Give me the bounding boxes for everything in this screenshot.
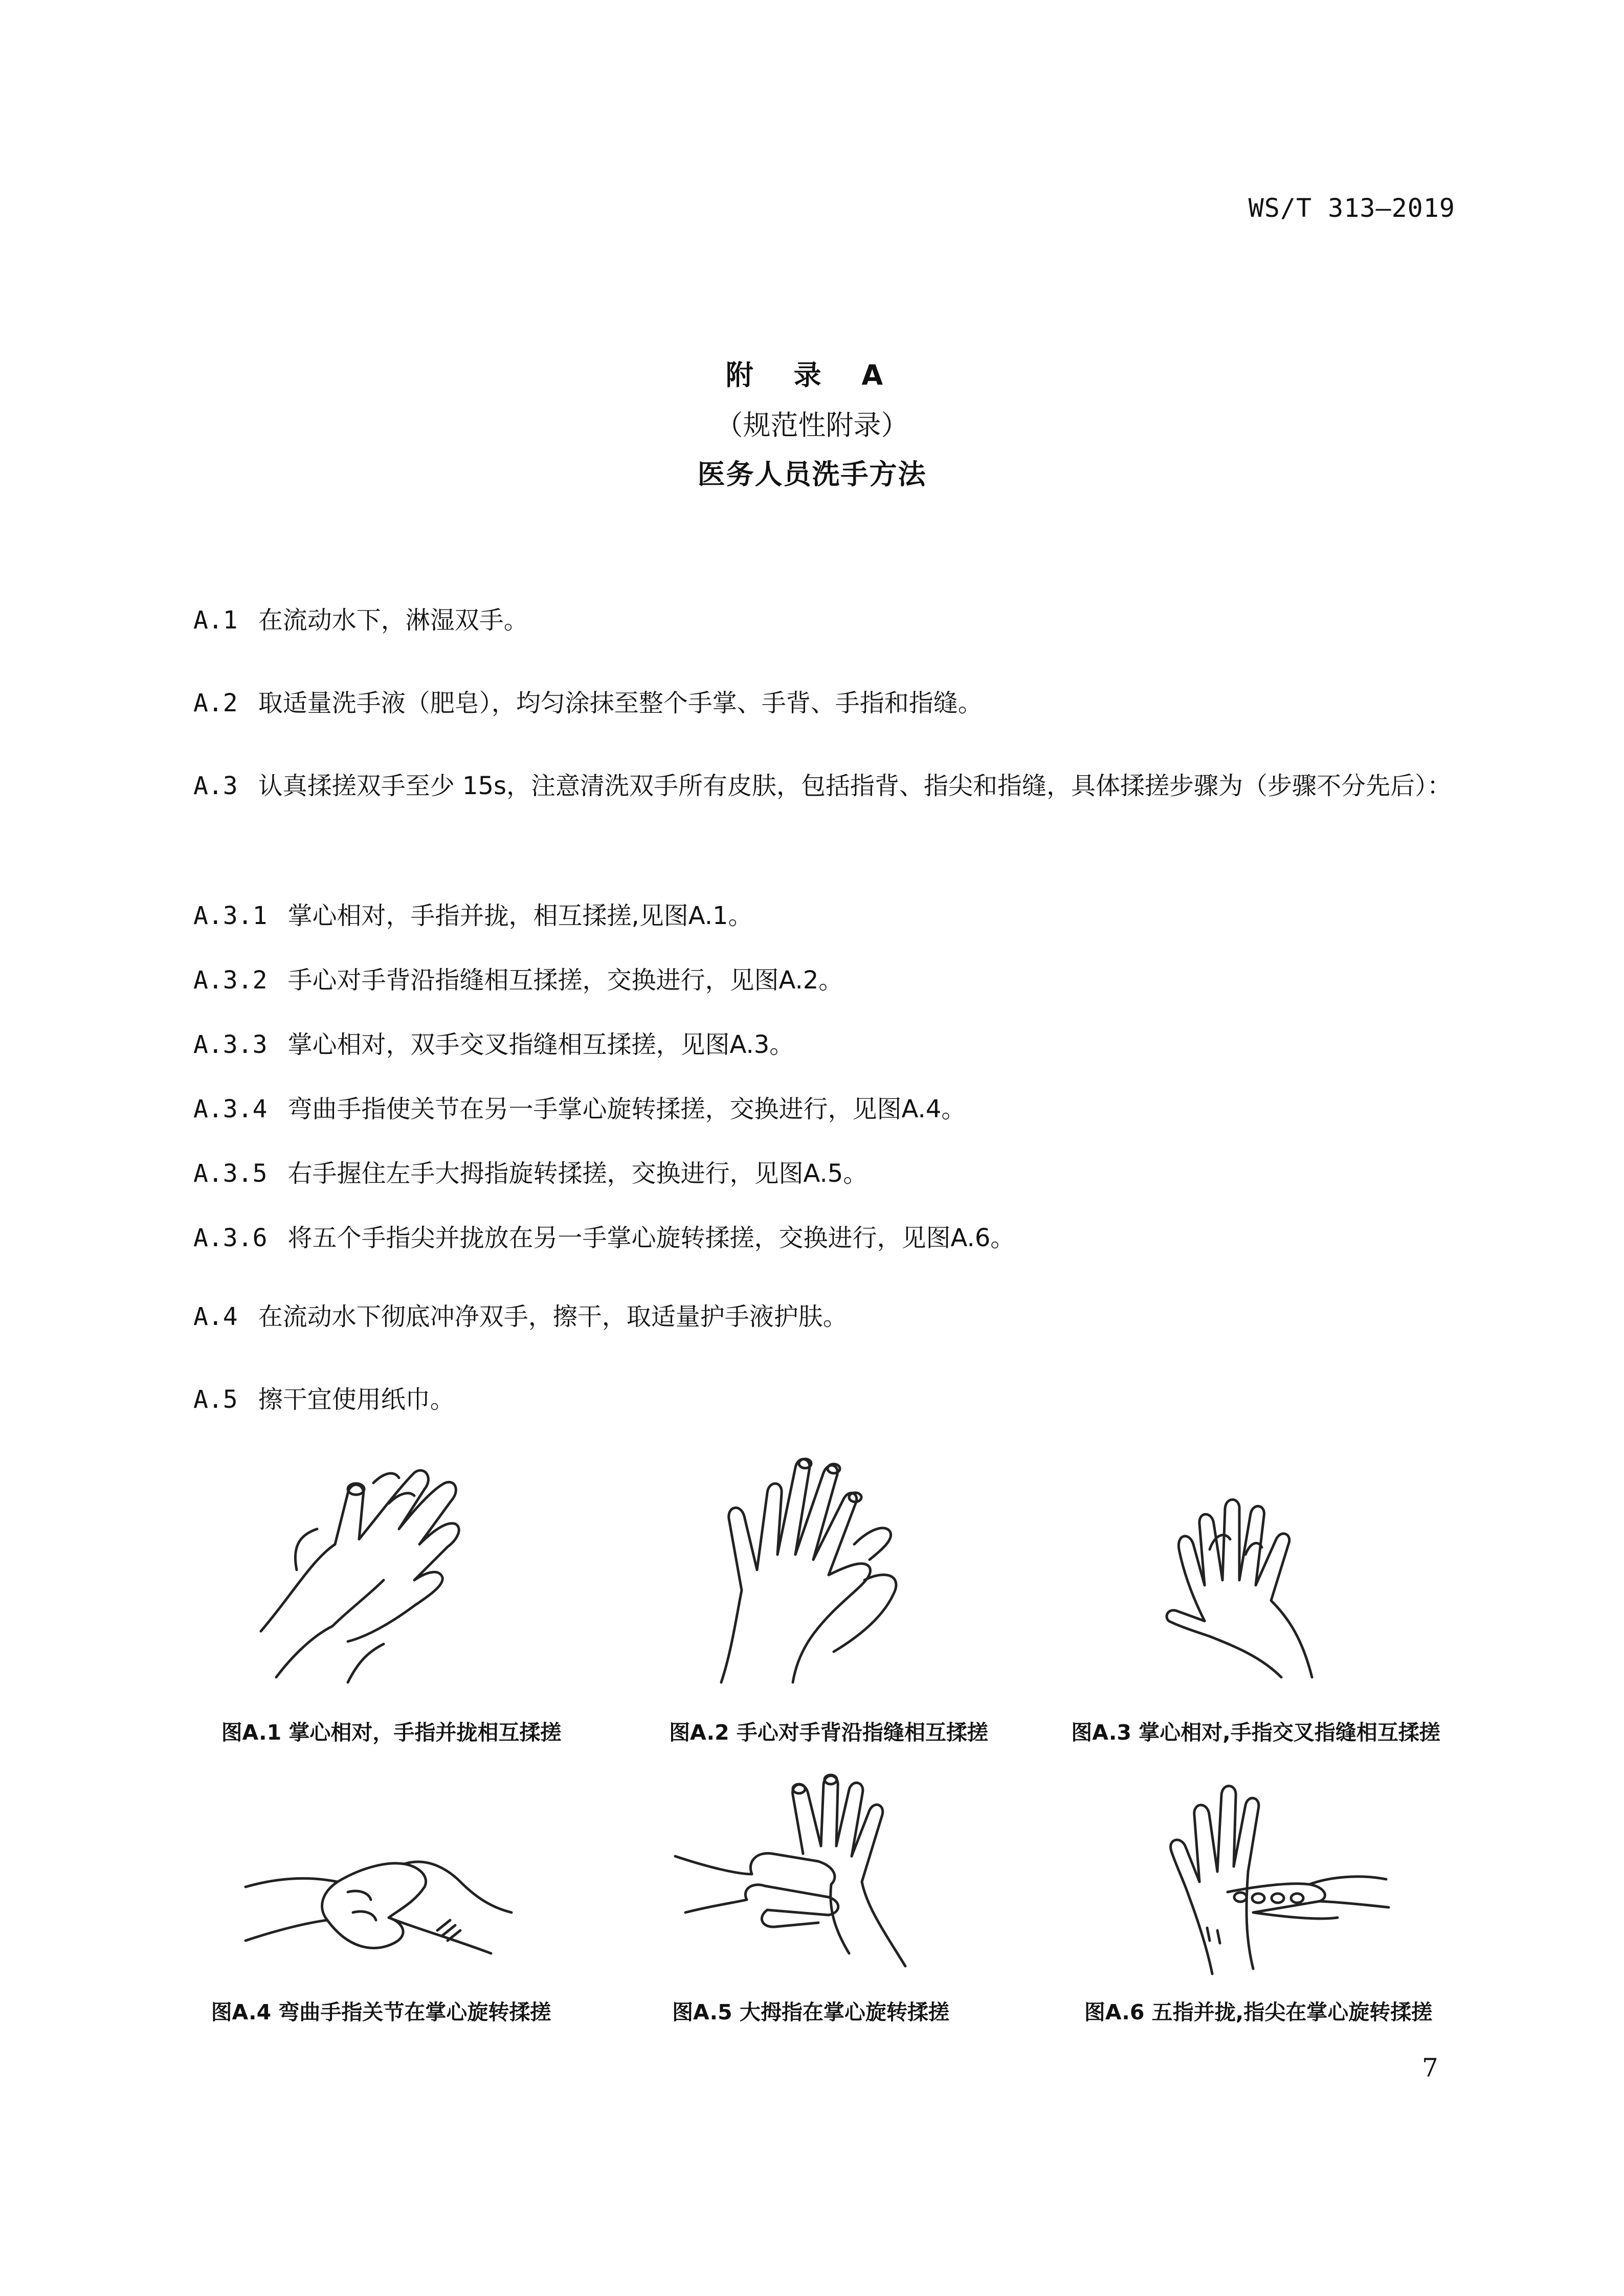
page-number: 7 bbox=[1422, 2053, 1438, 2083]
clause-a3-2 bbox=[193, 947, 1457, 1014]
clause-a4 bbox=[193, 1284, 1457, 1350]
clause-text: 擦干宜使用纸巾。 bbox=[258, 1385, 455, 1414]
clause-number: A.3 bbox=[193, 772, 238, 800]
clause-text: 右手握住左手大拇指旋转揉搓，交换进行，见图A.5。 bbox=[287, 1159, 868, 1188]
figure-a3-illustration bbox=[1148, 1473, 1353, 1698]
figure-a6-illustration bbox=[1136, 1764, 1391, 1979]
figure-caption: 图A.3 掌心相对,手指交叉指缝相互揉搓 bbox=[1071, 1720, 1440, 1745]
clause-text: 认真揉搓双手至少 15s，注意清洗双手所有皮肤，包括指背、指尖和指缝，具体揉搓步骤为（步骤不分先后）： bbox=[258, 772, 1452, 800]
figure-caption: 图A.1 掌心相对，手指并拢相互揉搓 bbox=[221, 1720, 562, 1745]
clause-a3-1 bbox=[193, 883, 1457, 949]
clause-number: A.2 bbox=[193, 689, 238, 717]
figure-caption: 图A.4 弯曲手指关节在掌心旋转揉搓 bbox=[211, 2000, 551, 2024]
clause-a1 bbox=[193, 587, 1457, 654]
figure-a5-illustration bbox=[665, 1764, 941, 1974]
figure-caption: 图A.6 五指并拢,指尖在掌心旋转揉搓 bbox=[1084, 2000, 1433, 2024]
clause-a3-6 bbox=[193, 1205, 1457, 1271]
clause-a2 bbox=[193, 670, 1457, 736]
figure-a4-illustration bbox=[235, 1826, 522, 1974]
clause-text: 取适量洗手液（肥皂），均匀涂抹至整个手掌、手背、手指和指缝。 bbox=[258, 689, 983, 717]
appendix-heading bbox=[0, 350, 1624, 499]
clause-number: A.3.3 bbox=[193, 1030, 268, 1059]
figure-caption: 图A.5 大拇指在掌心旋转揉搓 bbox=[672, 2000, 949, 2024]
clause-number: A.1 bbox=[193, 606, 238, 635]
appendix-type: （规范性附录） bbox=[715, 409, 909, 441]
clause-text: 在流动水下，淋湿双手。 bbox=[258, 606, 528, 635]
clause-text: 掌心相对，双手交叉指缝相互揉搓，见图A.3。 bbox=[287, 1030, 794, 1059]
appendix-label: 附 录 A bbox=[725, 359, 899, 391]
clause-text: 弯曲手指使关节在另一手掌心旋转揉搓，交换进行，见图A.4。 bbox=[287, 1095, 966, 1123]
clause-text: 掌心相对，手指并拢，相互揉搓,见图A.1。 bbox=[287, 902, 753, 930]
clause-a5 bbox=[193, 1366, 1457, 1433]
figure-caption: 图A.2 手心对手背沿指缝相互揉搓 bbox=[669, 1720, 988, 1745]
clause-number: A.3.2 bbox=[193, 966, 268, 995]
clause-a3 bbox=[193, 753, 1457, 819]
clause-text: 手心对手背沿指缝相互揉搓，交换进行，见图A.2。 bbox=[287, 966, 843, 995]
appendix-title: 医务人员洗手方法 bbox=[697, 458, 927, 490]
figure-a1-illustration bbox=[246, 1442, 511, 1703]
clause-text: 在流动水下彻底冲净双手，擦干，取适量护手液护肤。 bbox=[258, 1302, 848, 1331]
clause-number: A.4 bbox=[193, 1302, 238, 1331]
clause-text: 将五个手指尖并拢放在另一手掌心旋转揉搓，交换进行，见图A.6。 bbox=[287, 1224, 1015, 1252]
clause-a3-5 bbox=[193, 1140, 1457, 1207]
standard-number: WS/T 313—2019 bbox=[1248, 193, 1455, 223]
clause-number: A.3.6 bbox=[193, 1224, 268, 1252]
clause-a3-4 bbox=[193, 1076, 1457, 1142]
clause-number: A.5 bbox=[193, 1385, 238, 1414]
clause-a3-3 bbox=[193, 1011, 1457, 1078]
clause-number: A.3.1 bbox=[193, 902, 268, 930]
clause-number: A.3.4 bbox=[193, 1095, 268, 1123]
clause-number: A.3.5 bbox=[193, 1159, 268, 1188]
figure-a2-illustration bbox=[680, 1437, 967, 1703]
